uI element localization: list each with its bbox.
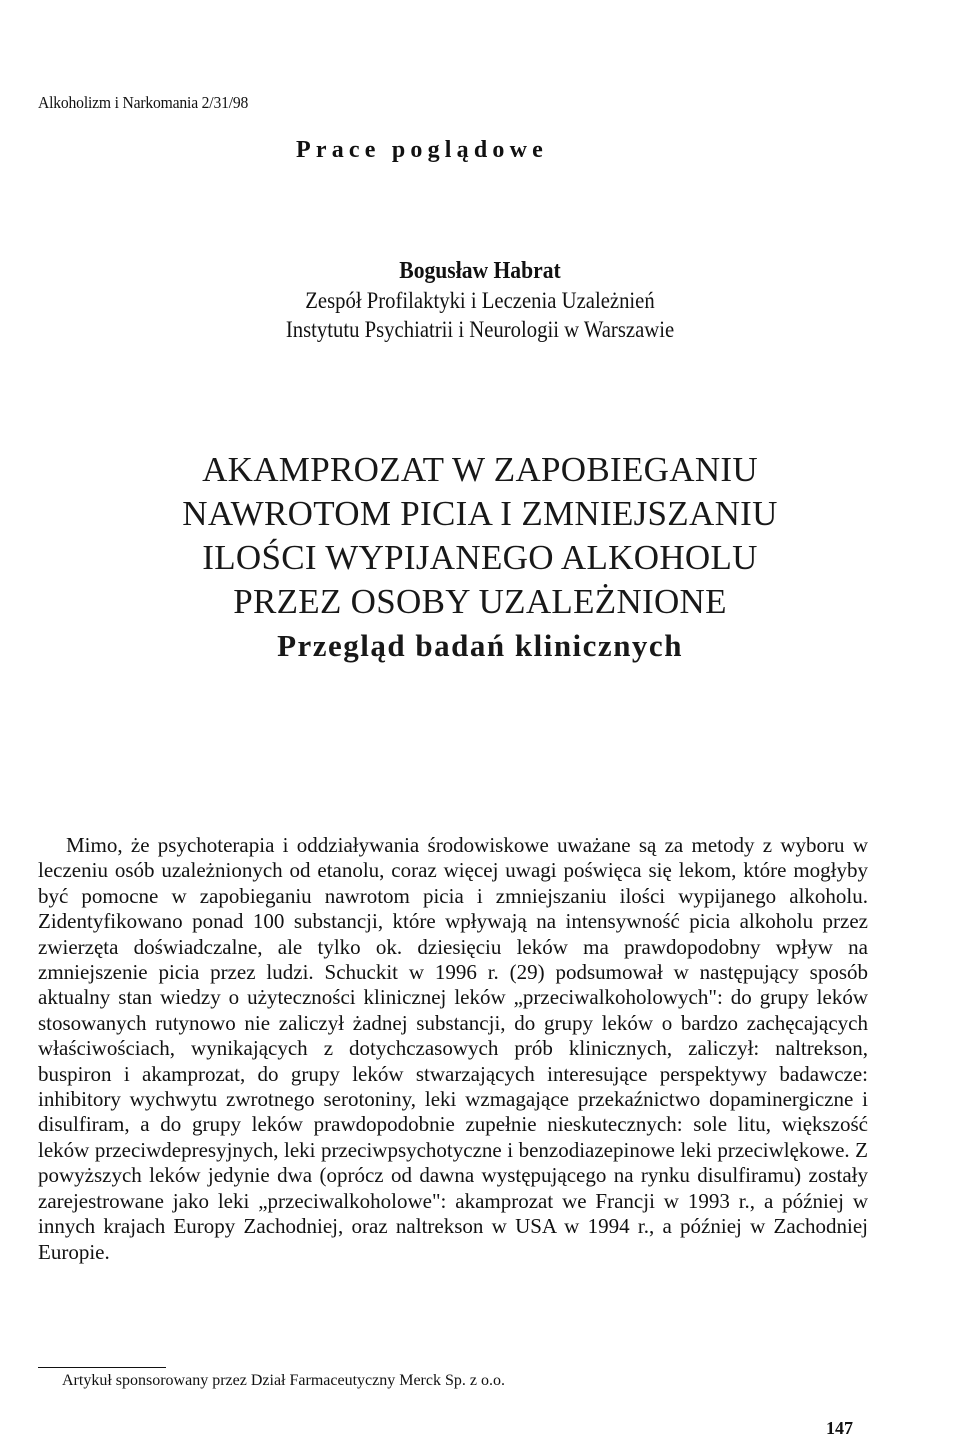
running-head-journal: Alkoholizm i Narkomania 2/31/98	[38, 93, 249, 112]
article-subtitle: Przegląd badań klinicznych	[277, 628, 683, 663]
title-line-1: AKAMPROZAT W ZAPOBIEGANIU	[202, 450, 758, 489]
section-heading: Prace poglądowe	[296, 137, 548, 163]
page-number: 147	[826, 1418, 853, 1438]
abstract	[38, 833, 868, 1265]
author-name: Bogusław Habrat	[399, 258, 561, 284]
footnote-divider	[38, 1367, 166, 1368]
title-line-3: ILOŚCI WYPIJANEGO ALKOHOLU	[202, 538, 758, 577]
abstract-paragraph: Mimo, że psychoterapia i oddziaływania środowiskowe uważane są za metody z wyboru w leczeniu osób uzależnionych od etanolu, coraz więcej uwagi poświęca się lekom, które mogłyby być pomocne w zapobieganiu nawrotom picia i zmniejszaniu ilości wypijanego alkoholu. Zidentyfikowano ponad 100 substancji, które wpływają na intensywność picia alkoholu przez zwierzęta doświadczalne, ale tylko ok. dziesięciu leków ma prawdopodobny wpływ na zmniejszenie picia przez ludzi. Schuckit w 1996 r. (29) podsumował w następujący sposób aktualny stan wiedzy o użyteczności klinicznej leków „przeciwalkoholowych": do grupy leków stosowanych rutynowo nie zaliczył żadnej substancji, do grupy leków o bardzo zachęcających właściwościach, wynikających z dotychczasowych prób klinicznych, zaliczył: naltrekson, buspiron i akamprozat, do grupy leków stwarzających interesujące perspektywy badawcze: inhibitory wychwytu zwrotnego serotoniny, leki wzmagające przekaźnictwo dopaminergiczne i disulfiram, a do grupy leków prawdopodobnie zupełnie nieskutecznych: sole litu, większość leków przeciwdepresyjnych, leki przeciwpsychotyczne i benzodiazepinowe leki przeciwlękowe. Z powyższych leków jedynie dwa (oprócz od dawna występującego na rynku disulfiramu) zostały zarejestrowane jako leki „przeciwalkoholowe": akamprozat we Francji w 1993 r., a później w innych krajach Europy Zachodniej, oraz naltrekson w USA w 1994 r., a później w Zachodniej Europie.	[38, 833, 868, 1264]
affiliation-line-2: Instytutu Psychiatrii i Neurologii w Warszawie	[285, 317, 675, 342]
sponsor-footnote: Artykuł sponsorowany przez Dział Farmaceutyczny Merck Sp. z o.o.	[62, 1372, 505, 1389]
author-block	[0, 257, 960, 344]
title-line-2: NAWROTOM PICIA I ZMNIEJSZANIU	[182, 494, 778, 533]
title-line-4: PRZEZ OSOBY UZALEŻNIONE	[233, 582, 727, 621]
article-title	[0, 448, 960, 668]
affiliation-line-1: Zespół Profilaktyki i Leczenia Uzależnień	[305, 288, 655, 313]
